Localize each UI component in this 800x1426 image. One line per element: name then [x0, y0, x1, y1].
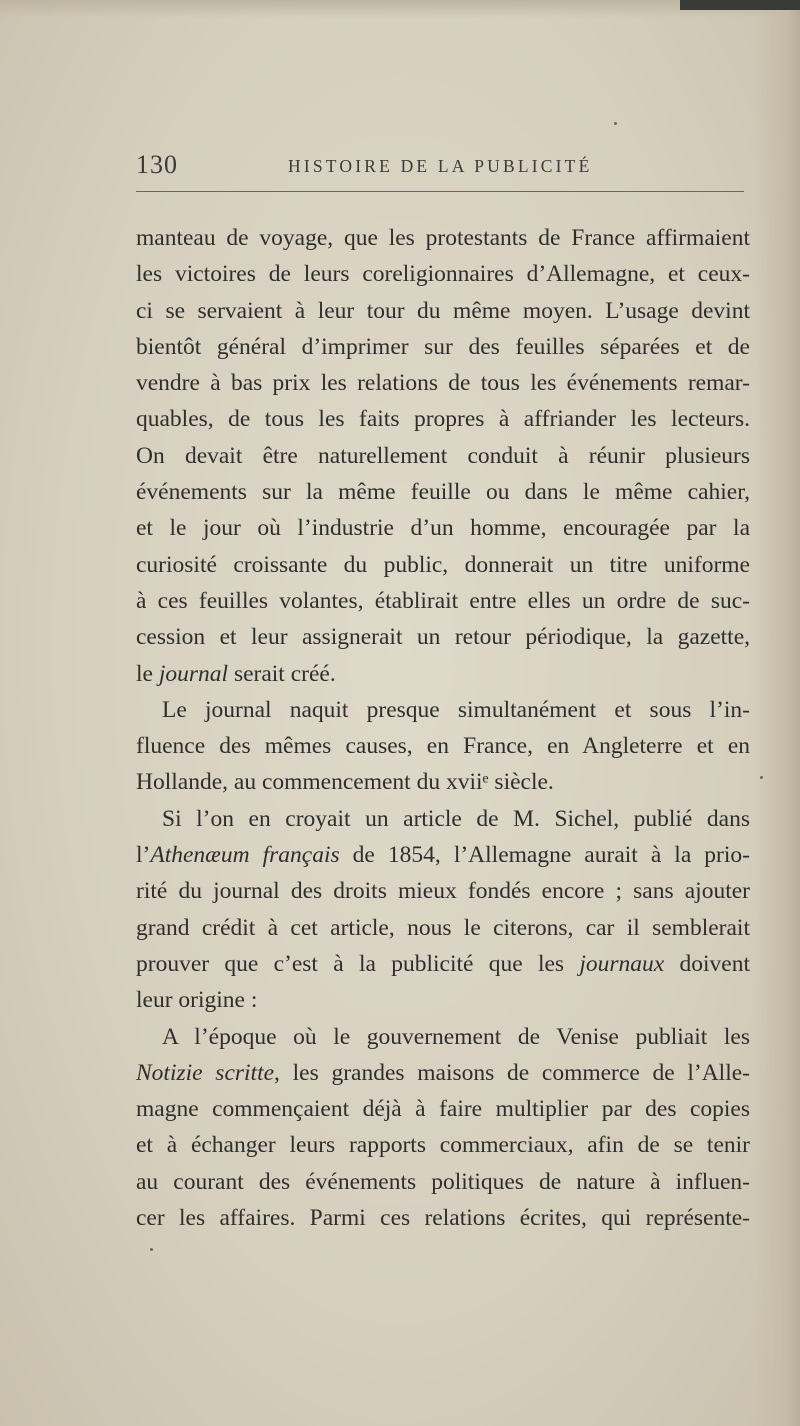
text-line: cer les affaires. Parmi ces relations écrites, qui représente-: [136, 1205, 750, 1232]
italic-term: journal: [158, 660, 229, 687]
text-line: grand crédit à cet article, nous le citerons, car il semblerait: [136, 914, 750, 941]
italic-term: journaux: [579, 950, 665, 977]
text-line: bientôt général d’imprimer sur des feuilles séparées et de: [136, 333, 750, 360]
text-line: magne commençaient déjà à faire multiplier par des copies: [136, 1096, 750, 1123]
text-line: curiosité croissante du public, donnerait un titre uniforme: [136, 551, 750, 578]
text-line: l’Athenæum français de 1854, l’Allemagne aurait à la prio-: [136, 842, 750, 869]
text-line: au courant des événements politiques de nature à influen-: [136, 1168, 750, 1195]
paper-speck: [614, 122, 617, 125]
italic-title: Athenæum français: [150, 842, 340, 869]
text-line: cession et leur assignerait un retour périodique, la gazette,: [136, 624, 750, 651]
paper-speck: [150, 1248, 153, 1251]
paper-speck: [760, 776, 763, 779]
text-line: Le journal naquit presque simultanément et sous l’in-: [162, 696, 750, 723]
text-line: manteau de voyage, que les protestants de France affirmaient: [136, 225, 750, 251]
text-line: leur origine :: [136, 987, 258, 1014]
body-text: [136, 220, 750, 1236]
page-right-shadow: [754, 0, 800, 1426]
text-line: On devait être naturellement conduit à réunir plusieurs: [136, 442, 750, 469]
text-line: et à échanger leurs rapports commerciaux, afin de se tenir: [136, 1132, 750, 1159]
text-line: Hollande, au commencement du xviiᵉ siècle.: [136, 769, 554, 796]
text-line: et le jour où l’industrie d’un homme, encouragée par la: [136, 515, 750, 542]
text-line: A l’époque où le gouvernement de Venise publiait les: [162, 1023, 750, 1050]
text-line: rité du journal des droits mieux fondés encore ; sans ajouter: [136, 878, 750, 905]
italic-title: Notizie scritte: [136, 1059, 275, 1086]
text-line: quables, de tous les faits propres à affriander les lecteurs.: [136, 406, 750, 433]
text-line: fluence des mêmes causes, en France, en Angleterre et en: [136, 733, 750, 760]
running-title: HISTOIRE DE LA PUBLICITÉ: [288, 156, 593, 176]
text-line: les victoires de leurs coreligionnaires d’Allemagne, et ceux-: [136, 261, 750, 288]
page-header: [136, 148, 746, 184]
text-line: vendre à bas prix les relations de tous les événements remar-: [136, 370, 750, 397]
text-line: événements sur la même feuille ou dans le même cahier,: [136, 479, 750, 506]
text-line: Notizie scritte, les grandes maisons de commerce de l’Alle-: [136, 1059, 750, 1086]
text-line: à ces feuilles volantes, établirait entre elles un ordre de suc-: [136, 587, 750, 614]
text-line: le journal serait créé.: [136, 660, 336, 687]
header-rule: [136, 191, 744, 192]
text-line: Si l’on en croyait un article de M. Sichel, publié dans: [162, 805, 750, 832]
scan-corner: [680, 0, 800, 10]
text-line: ci se servaient à leur tour du même moyen. L’usage devint: [136, 297, 750, 324]
page-number: 130: [136, 150, 178, 179]
text-line: prouver que c’est à la publicité que les journaux doivent: [136, 950, 750, 977]
